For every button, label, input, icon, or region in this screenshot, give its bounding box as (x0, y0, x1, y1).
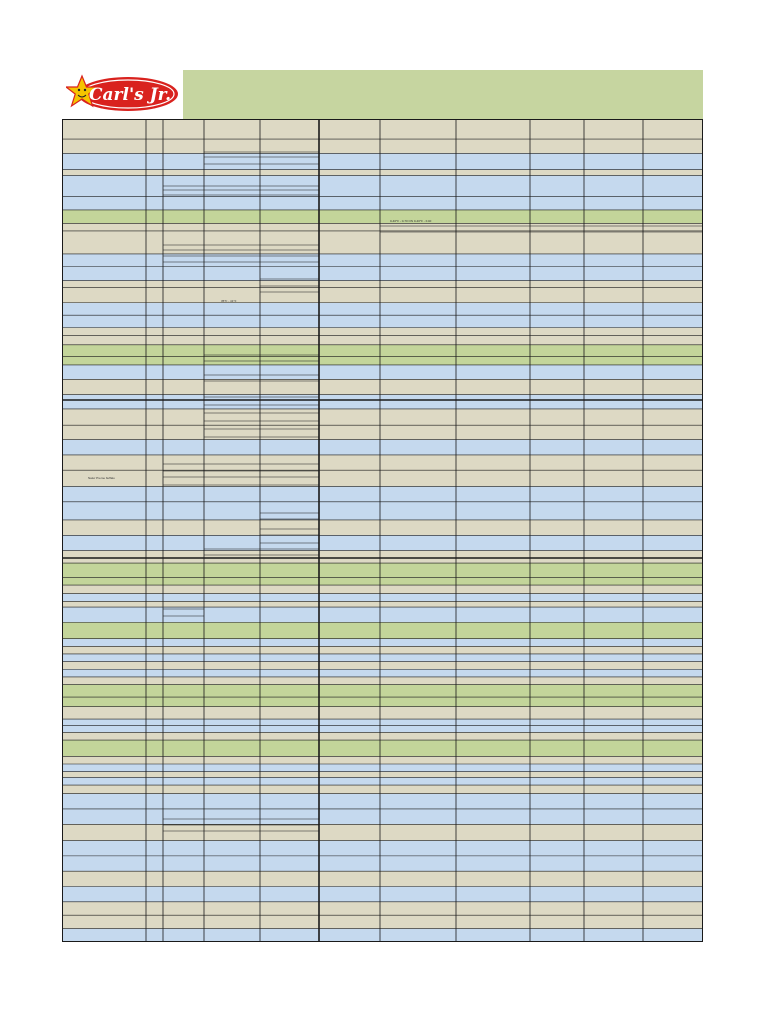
table-row (62, 254, 703, 266)
table-row (62, 794, 703, 809)
table-row (62, 356, 703, 365)
table-row (62, 551, 703, 563)
table-row (62, 409, 703, 425)
table-row (62, 856, 703, 871)
table-row (62, 719, 703, 726)
table-row (62, 119, 703, 139)
table-row (62, 139, 703, 153)
table-row (62, 785, 703, 794)
table-row (62, 455, 703, 470)
table-row (62, 607, 703, 622)
table-row (62, 440, 703, 455)
table-row (62, 577, 703, 585)
nutrition-table (62, 119, 703, 942)
table-row (62, 685, 703, 697)
table-row (62, 153, 703, 169)
table-row (62, 395, 703, 409)
table-row (62, 622, 703, 638)
logo-wordmark: Carl's Jr. (88, 85, 172, 105)
table-row (62, 585, 703, 594)
table-row (62, 303, 703, 315)
table-row (62, 756, 703, 764)
temp-range-note-left: 35°F - 41°F (221, 299, 237, 303)
table-row (62, 223, 703, 231)
table-row (62, 707, 703, 719)
table-row (62, 777, 703, 785)
table-row (62, 824, 703, 840)
table-row (62, 470, 703, 486)
table-row (62, 662, 703, 670)
table-row (62, 594, 703, 602)
table-row (62, 210, 703, 223)
table-row (62, 335, 703, 345)
table-row (62, 669, 703, 677)
table-row (62, 601, 703, 607)
table-row (62, 871, 703, 886)
table-row (62, 732, 703, 740)
table-row (62, 697, 703, 707)
table-row (62, 520, 703, 535)
table-row (62, 281, 703, 288)
table-row (62, 328, 703, 336)
table-row (62, 365, 703, 379)
table-row (62, 379, 703, 394)
table-row (62, 654, 703, 662)
table-row (62, 639, 703, 647)
table-row (62, 764, 703, 772)
table-row (62, 677, 703, 685)
table-row (62, 915, 703, 928)
table-row (62, 841, 703, 856)
table-row (62, 425, 703, 439)
table-row (62, 287, 703, 302)
table-row (62, 535, 703, 550)
table-row (62, 197, 703, 210)
table-row (62, 266, 703, 280)
table-row (62, 170, 703, 176)
table-row (62, 646, 703, 654)
table-row (62, 726, 703, 733)
table-row (62, 175, 703, 196)
table-row (62, 902, 703, 915)
product-name-note: Natur Preme buffalo (88, 476, 115, 480)
table-row (62, 563, 703, 577)
temp-range-note-right: 0-40°F - 0-70 ON 0-40°F - F.40 (390, 219, 432, 223)
table-row (62, 740, 703, 756)
table-row (62, 929, 703, 942)
table-row (62, 502, 703, 520)
table-row (62, 886, 703, 901)
table-row (62, 345, 703, 356)
table-row (62, 809, 703, 824)
carls-jr-logo (66, 72, 180, 116)
table-row (62, 231, 703, 254)
table-row (62, 486, 703, 501)
header-band (183, 70, 703, 119)
table-row (62, 772, 703, 778)
table-row (62, 315, 703, 327)
